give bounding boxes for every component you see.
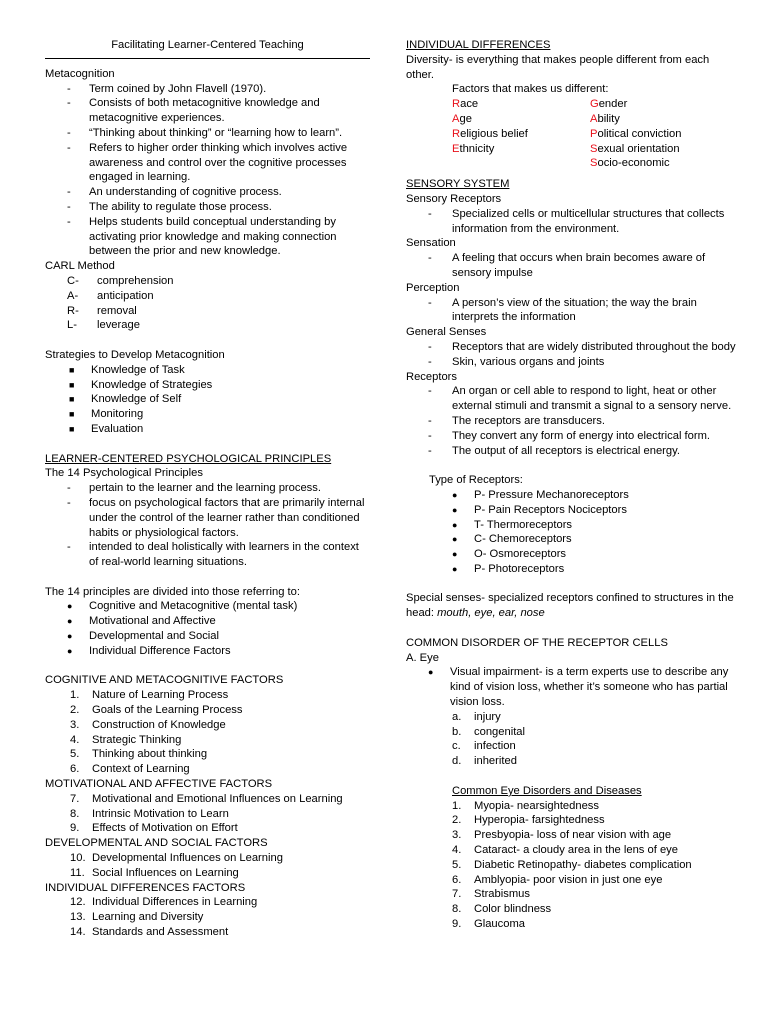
list-item: - Specialized cells or multicellular structures that collects information from the environment. (428, 207, 725, 235)
cognitive-factors-list (45, 688, 370, 777)
factor-item: Political conviction (590, 127, 682, 140)
list-item: 1. Myopia- nearsightedness (452, 799, 599, 812)
sensation-heading: Sensation (406, 237, 456, 250)
list-item: 13. Learning and Diversity (70, 911, 204, 924)
list-item: L- leverage (67, 319, 140, 332)
list-item: - Skin, various organs and joints (428, 355, 605, 368)
individual-factors-heading: INDIVIDUAL DIFFERENCES FACTORS (45, 881, 246, 894)
list-item: 8. Intrinsic Motivation to Learn (70, 807, 229, 820)
square-bullet-icon: ■ (69, 364, 75, 375)
list-item: ● Developmental and Social (45, 629, 370, 644)
list-item: ● Visual impairment- is a term experts use to describe any kind of vision loss, whether it’s someone who has partial vision loss. (406, 665, 736, 709)
list-item: - Refers to higher order thinking which involves active awareness and control over the cognitive processes engaged in learning. (67, 141, 348, 184)
list-item: - The receptors are transducers. (428, 414, 605, 427)
list-item: C- comprehension (67, 274, 174, 287)
developmental-factors-list (45, 851, 370, 881)
disorder-heading: COMMON DISORDER OF THE RECEPTOR CELLS (406, 636, 668, 649)
list-item: 2. Hyperopia- farsightedness (452, 814, 605, 827)
special-senses-text: Special senses- specialized receptors confined to structures in the head: mouth, eye, ear, nose (406, 592, 734, 620)
list-item: 4. Strategic Thinking (70, 733, 182, 746)
square-bullet-icon: ■ (69, 409, 75, 420)
list-item: 8. Color blindness (452, 903, 552, 916)
left-column (45, 38, 370, 940)
list-item: ■ Monitoring (45, 407, 370, 422)
sensory-receptors-heading: Sensory Receptors (406, 192, 502, 205)
receptor-types-heading: Type of Receptors: (429, 474, 523, 487)
list-item: ● Motivational and Affective (45, 614, 370, 629)
list-item: ■ Evaluation (45, 422, 370, 437)
bullet-icon: ● (67, 631, 73, 642)
common-eye-disorders-list (406, 799, 736, 932)
list-item: ● P- Pressure Mechanoreceptors (406, 488, 736, 503)
motivational-factors-list (45, 792, 370, 836)
list-item: - They convert any form of energy into electrical form. (428, 429, 711, 442)
list-item: ● Individual Difference Factors (45, 644, 370, 659)
list-item: - intended to deal holistically with learners in the context of real-world learning situations. (67, 541, 359, 569)
list-item: ■ Knowledge of Strategies (45, 378, 370, 393)
list-item: c. infection (452, 740, 516, 753)
factor-item: Gender (590, 98, 628, 111)
metacognition-list (45, 82, 370, 260)
lcpp-list (45, 481, 370, 570)
list-item: 7. Strabismus (452, 888, 530, 901)
developmental-factors-heading: DEVELOPMENTAL AND SOCIAL FACTORS (45, 837, 268, 850)
list-item: 5. Thinking about thinking (70, 748, 208, 761)
list-item: ● P- Photoreceptors (406, 562, 736, 577)
list-item: - Term coined by John Flavell (1970). (67, 82, 267, 95)
individual-differences-heading: INDIVIDUAL DIFFERENCES (406, 39, 551, 51)
list-item: ● T- Thermoreceptors (406, 518, 736, 533)
list-item: - “Thinking about thinking” or “learning how to learn”. (67, 126, 343, 139)
list-item: ● C- Chemoreceptors (406, 532, 736, 547)
list-item: 7. Motivational and Emotional Influences on Learning (70, 792, 343, 805)
carl-list (45, 274, 370, 333)
receptors-heading: Receptors (406, 370, 457, 383)
metacognition-heading: Metacognition (45, 67, 115, 80)
list-item: ■ Knowledge of Self (45, 392, 370, 407)
divided-list (45, 599, 370, 658)
list-item: ● Cognitive and Metacognitive (mental task) (45, 599, 370, 614)
list-item: - An understanding of cognitive process. (67, 186, 282, 199)
bullet-icon: ● (452, 549, 458, 560)
list-item: 2. Goals of the Learning Process (70, 704, 243, 717)
divided-heading: The 14 principles are divided into those referring to: (45, 585, 300, 598)
factors-label: Factors that makes us different: (452, 83, 609, 96)
factor-item: Ability (590, 112, 620, 125)
list-item: - A person’s view of the situation; the way the brain interprets the information (428, 296, 697, 324)
factor-item: Religious belief (452, 127, 528, 140)
factor-item: Race (452, 98, 479, 111)
individual-factors-list (45, 895, 370, 939)
list-item: 3. Construction of Knowledge (70, 718, 226, 731)
general-senses-heading: General Senses (406, 326, 487, 339)
list-item: 10. Developmental Influences on Learning (70, 852, 283, 865)
list-item: 14. Standards and Assessment (70, 926, 229, 939)
list-item: - pertain to the learner and the learning process. (67, 482, 321, 495)
list-item: 6. Amblyopia- poor vision in just one eye (452, 873, 663, 886)
document-title: Facilitating Learner-Centered Teaching (111, 39, 304, 51)
list-item: - Receptors that are widely distributed throughout the body (428, 340, 736, 353)
list-item: ■ Knowledge of Task (45, 363, 370, 378)
list-item: - Helps students build conceptual understanding by activating prior knowledge and making connection between the prior and new knowledge. (67, 215, 337, 258)
carl-heading: CARL Method (45, 260, 115, 273)
list-item: 1. Nature of Learning Process (70, 689, 229, 702)
list-item: - The output of all receptors is electrical energy. (428, 444, 681, 457)
strategies-list (45, 363, 370, 437)
factor-item: Socio-economic (590, 157, 670, 170)
lcpp-subheading: The 14 Psychological Principles (45, 467, 203, 480)
factors-col-2 (590, 97, 740, 171)
factor-item: Ethnicity (452, 142, 495, 155)
list-item: 9. Effects of Motivation on Effort (70, 822, 238, 835)
square-bullet-icon: ■ (69, 423, 75, 434)
list-item: b. congenital (452, 725, 526, 738)
factors-col-1 (452, 97, 590, 171)
sensory-system-heading: SENSORY SYSTEM (406, 178, 510, 191)
cognitive-factors-heading: COGNITIVE AND METACOGNITIVE FACTORS (45, 674, 284, 687)
list-item: - The ability to regulate those process. (67, 200, 272, 213)
causes-list (406, 710, 736, 769)
factor-item: Age (452, 112, 472, 125)
list-item: R- removal (67, 304, 137, 317)
list-item: 5. Diabetic Retinopathy- diabetes complication (452, 858, 692, 871)
list-item: A- anticipation (67, 289, 154, 302)
lcpp-heading: LEARNER-CENTERED PSYCHOLOGICAL PRINCIPLES (45, 452, 332, 465)
bullet-icon: ● (452, 534, 458, 545)
list-item: ● O- Osmoreceptors (406, 547, 736, 562)
list-item: - A feeling that occurs when brain becomes aware of sensory impulse (428, 252, 706, 279)
common-eye-disorders-heading: Common Eye Disorders and Diseases (452, 784, 642, 797)
list-item: 3. Presbyopia- loss of near vision with age (452, 829, 672, 842)
bullet-icon: ● (67, 601, 73, 612)
perception-heading: Perception (406, 281, 460, 294)
square-bullet-icon: ■ (69, 379, 75, 390)
bullet-icon: ● (428, 667, 434, 678)
list-item: - focus on psychological factors that are primarily internal under the control of the learner rather than conditioned habits or physiological factors. (67, 496, 365, 539)
bullet-icon: ● (452, 563, 458, 574)
list-item: d. inherited (452, 755, 517, 768)
square-bullet-icon: ■ (69, 394, 75, 405)
factors-grid (406, 97, 736, 171)
list-item: 12. Individual Differences in Learning (70, 896, 258, 909)
factor-item: Sexual orientation (590, 142, 680, 155)
list-item: - An organ or cell able to respond to light, heat or other external stimuli and transmit a signal to a sensory nerve. (428, 385, 732, 413)
strategies-heading: Strategies to Develop Metacognition (45, 348, 225, 361)
list-item: a. injury (452, 710, 501, 723)
list-item: - Consists of both metacognitive knowledge and metacognitive experiences. (67, 97, 320, 125)
bullet-icon: ● (452, 489, 458, 500)
bullet-icon: ● (67, 616, 73, 627)
list-item: 6. Context of Learning (70, 763, 190, 776)
bullet-icon: ● (452, 504, 458, 515)
motivational-factors-heading: MOTIVATIONAL AND AFFECTIVE FACTORS (45, 778, 273, 791)
list-item: ● P- Pain Receptors Nociceptors (406, 503, 736, 518)
eye-heading: A. Eye (406, 651, 439, 664)
list-item: 4. Cataract- a cloudy area in the lens of eye (452, 844, 678, 857)
list-item: 9. Glaucoma (452, 918, 525, 931)
bullet-icon: ● (67, 645, 73, 656)
list-item: 11. Social Influences on Learning (70, 866, 239, 879)
right-column (406, 38, 736, 932)
diversity-definition: Diversity- is everything that makes people different from each other. (406, 53, 710, 81)
receptor-types-list (406, 488, 736, 577)
bullet-icon: ● (452, 519, 458, 530)
title-underline (45, 58, 370, 59)
